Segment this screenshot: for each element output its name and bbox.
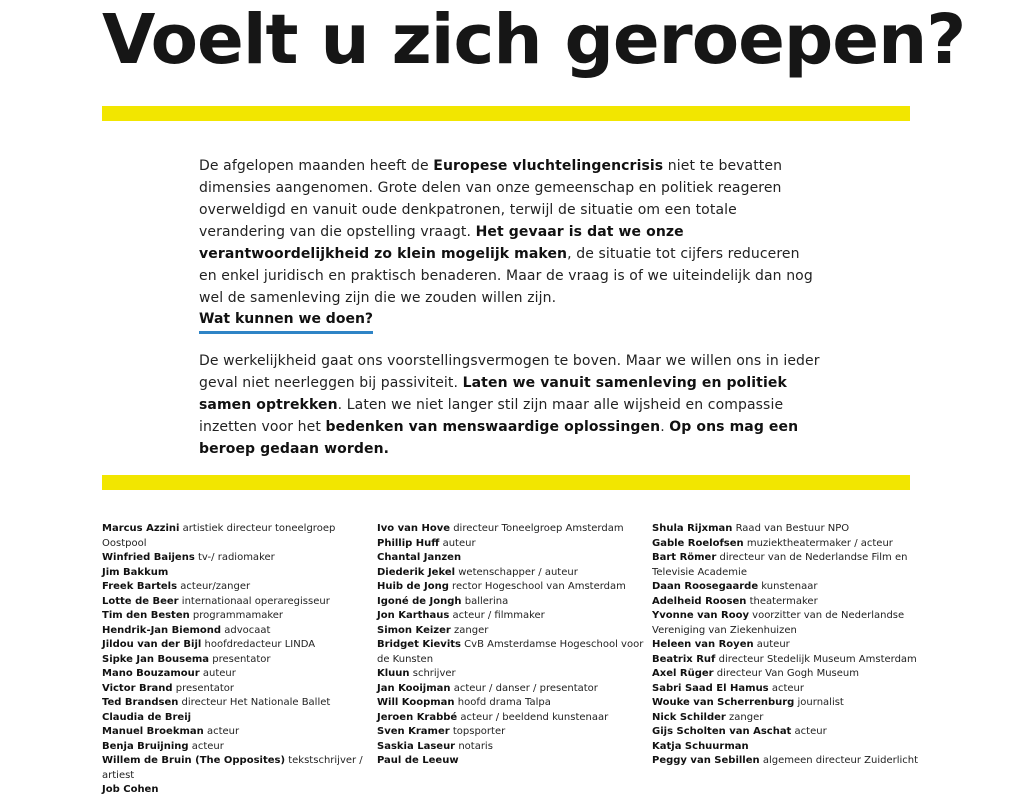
signatory-role: journalist	[797, 697, 844, 708]
signatory-role: tekstschrijver / artiest	[102, 755, 363, 781]
signatories-column-1	[102, 522, 372, 798]
signatory-role: advocaat	[224, 624, 271, 636]
body-text: De werkelijkheid gaat ons voorstellingsvermogen te boven. Maar we willen ons in ieder geval niet neerleggen bij passiviteit.	[199, 353, 820, 391]
signatory	[102, 682, 372, 697]
signatory-role: auteur	[756, 639, 790, 650]
signatory-name: Ted Brandsen	[102, 697, 179, 708]
signatory	[377, 696, 645, 711]
signatory-name: Willem de Bruin (The Opposites)	[102, 755, 286, 766]
signatory	[377, 595, 645, 610]
signatory-role: directeur Stedelijk Museum Amsterdam	[718, 653, 917, 665]
signatory-name: Mano Bouzamour	[102, 668, 200, 679]
signatory-name: Heleen van Royen	[652, 639, 754, 650]
signatory	[102, 624, 372, 639]
signatory-role: muziektheatermaker / acteur	[746, 537, 893, 549]
body-emphasis: Laten we vanuit samenleving en politiek samen optrekken	[199, 375, 787, 413]
intro-emphasis: Europese vluchtelingencrisis	[433, 158, 664, 174]
signatory	[377, 551, 645, 566]
signatory	[102, 667, 372, 682]
signatory	[652, 711, 922, 726]
signatory	[102, 609, 372, 624]
signatory-name: Diederik Jekel	[377, 566, 456, 578]
signatory	[102, 522, 372, 551]
yellow-divider-top	[102, 106, 910, 121]
signatory-role: acteur / danser / presentator	[453, 682, 598, 694]
signatory-name: Job Cohen	[102, 784, 159, 795]
signatory-role: zanger	[729, 711, 764, 723]
signatory-name: Phillip Huff	[377, 537, 440, 549]
signatory-role: hoofd drama Talpa	[457, 697, 551, 708]
signatory-name: Tim den Besten	[102, 610, 190, 621]
signatory-name: Sabri Saad El Hamus	[652, 682, 769, 694]
signatory-name: Shula Rijxman	[652, 523, 733, 534]
body-emphasis: bedenken van menswaardige oplossingen	[325, 419, 661, 435]
signatory-role: presentator	[212, 653, 271, 665]
signatory	[652, 580, 922, 595]
signatory-role: theatermaker	[749, 595, 818, 607]
signatory	[377, 711, 645, 726]
signatory-role: artistiek directeur toneelgroep Oostpool	[102, 523, 336, 549]
signatory-role: acteur / beeldend kunstenaar	[460, 711, 609, 723]
signatory-role: directeur Toneelgroep Amsterdam	[453, 523, 624, 534]
signatory-role: rector Hogeschool van Amsterdam	[452, 581, 626, 592]
signatory-name: Freek Bartels	[102, 581, 178, 592]
signatory-role: acteur	[771, 682, 804, 694]
signatory	[652, 667, 922, 682]
signatory-role: internationaal operaregisseur	[181, 595, 330, 607]
signatory-name: Paul de Leeuw	[377, 755, 459, 766]
signatory-role: acteur	[794, 726, 827, 737]
section-heading: Wat kunnen we doen?	[199, 309, 373, 334]
signatory-name: Saskia Laseur	[377, 740, 456, 752]
signatory-name: Wouke van Scherrenburg	[652, 697, 795, 708]
signatory-name: Axel Rüger	[652, 668, 714, 679]
intro-text: niet te bevatten dimensies aangenomen. Grote delen van onze gemeenschap en politiek reageren overweldigd en vanuit oude denkpatronen, terwijl de situatie om een totale verandering van die opstelling vraagt.	[199, 158, 783, 240]
signatory-name: Huib de Jong	[377, 581, 449, 592]
signatory	[377, 537, 645, 552]
signatory	[652, 522, 922, 537]
signatory-name: Yvonne van Rooy	[652, 610, 749, 621]
signatory	[377, 682, 645, 697]
signatory	[652, 595, 922, 610]
signatory-role: directeur Van Gogh Museum	[716, 668, 859, 679]
intro-text: De afgelopen maanden heeft de	[199, 158, 434, 174]
signatory	[102, 551, 372, 566]
signatory-name: Gable Roelofsen	[652, 537, 744, 549]
signatory-role: ballerina	[464, 595, 509, 607]
signatory	[652, 754, 922, 769]
signatory-role: acteur / filmmaker	[452, 610, 545, 621]
signatory-name: Gijs Scholten van Aschat	[652, 726, 792, 737]
signatory	[102, 740, 372, 755]
signatory	[377, 624, 645, 639]
signatory	[102, 653, 372, 668]
signatory-name: Marcus Azzini	[102, 523, 180, 534]
signatory-name: Jan Kooijman	[377, 682, 451, 694]
signatory-name: Simon Keizer	[377, 624, 451, 636]
signatory-name: Jim Bakkum	[102, 566, 169, 578]
signatory-role: auteur	[202, 668, 236, 679]
signatory-name: Hendrik-Jan Biemond	[102, 624, 222, 636]
signatory	[652, 682, 922, 697]
signatory-name: Lotte de Beer	[102, 595, 179, 607]
signatory-role: kunstenaar	[761, 581, 818, 592]
signatory	[102, 696, 372, 711]
signatory	[652, 653, 922, 668]
signatory-role: algemeen directeur Zuiderlicht	[762, 755, 919, 766]
signatory-role: presentator	[175, 682, 235, 694]
body-text: . Laten we niet langer stil zijn maar alle wijsheid en compassie inzetten voor het	[199, 397, 784, 435]
signatories-column-2	[377, 522, 645, 769]
signatory	[102, 580, 372, 595]
signatory	[377, 566, 645, 581]
signatory-name: Daan Roosegaarde	[652, 581, 759, 592]
body-text: .	[660, 419, 670, 435]
signatory	[102, 711, 372, 726]
signatory	[377, 740, 645, 755]
signatory-name: Beatrix Ruf	[652, 653, 716, 665]
signatory-name: Sven Kramer	[377, 726, 450, 737]
signatory-role: programmamaker	[192, 610, 284, 621]
signatory-name: Will Koopman	[377, 697, 455, 708]
signatory	[377, 522, 645, 537]
signatory-role: tv-/ radiomaker	[197, 552, 275, 563]
signatory	[102, 595, 372, 610]
signatory-name: Benja Bruijning	[102, 740, 189, 752]
signatory-name: Katja Schuurman	[652, 740, 749, 752]
signatory-name: Bart Römer	[652, 552, 717, 563]
signatory-role: notaris	[458, 740, 493, 752]
signatory	[652, 725, 922, 740]
signatory-role: zanger	[454, 624, 489, 636]
signatory	[102, 566, 372, 581]
signatory-role: CvB Amsterdamse Hogeschool voor de Kunsten	[377, 639, 644, 665]
signatory-name: Chantal Janzen	[377, 552, 462, 563]
signatory-name: Kluun	[377, 668, 410, 679]
signatories-column-3	[652, 522, 922, 769]
signatory-role: schrijver	[412, 668, 456, 679]
signatory-name: Ivo van Hove	[377, 523, 450, 534]
signatory-name: Bridget Kievits	[377, 639, 461, 650]
signatory	[652, 740, 922, 755]
signatory-role: directeur Het Nationale Ballet	[181, 697, 331, 708]
signatory-role: acteur/zanger	[180, 581, 251, 592]
signatory	[652, 638, 922, 653]
intro-text: , de situatie tot cijfers reduceren en enkel juridisch en praktisch benaderen. Maar de vraag is of we uiteindelijk dan nog wel de samenleving zijn die we zouden willen zijn.	[199, 246, 813, 306]
signatory	[652, 537, 922, 552]
body-emphasis: Op ons mag een beroep gedaan worden.	[199, 419, 799, 457]
signatory-name: Igoné de Jongh	[377, 595, 462, 607]
signatory	[377, 580, 645, 595]
signatory-role: Raad van Bestuur NPO	[735, 523, 850, 534]
signatory-name: Adelheid Roosen	[652, 595, 747, 607]
signatory-role: acteur	[191, 740, 224, 752]
signatory-role: hoofdredacteur LINDA	[204, 639, 316, 650]
body-paragraph	[199, 350, 824, 460]
intro-paragraph	[199, 155, 819, 309]
signatory-name: Victor Brand	[102, 682, 173, 694]
signatory-name: Nick Schilder	[652, 711, 726, 723]
signatory-role: acteur	[206, 726, 240, 737]
signatory	[377, 754, 645, 769]
signatory-name: Sipke Jan Bousema	[102, 653, 210, 665]
signatory-role: voorzitter van de Nederlandse Vereniging van Ziekenhuizen	[652, 610, 905, 636]
yellow-divider-bottom	[102, 475, 910, 490]
signatory	[652, 551, 922, 580]
signatory	[102, 638, 372, 653]
intro-emphasis: Het gevaar is dat we onze verantwoordelijkheid zo klein mogelijk maken	[199, 224, 684, 262]
signatory-role: topsporter	[452, 726, 506, 737]
signatory-role: wetenschapper / auteur	[458, 566, 578, 578]
signatory-name: Jon Karthaus	[377, 610, 450, 621]
page-title: Voelt u zich geroepen?	[102, 0, 966, 80]
signatory-name: Jildou van der Bijl	[102, 639, 202, 650]
signatory	[652, 609, 922, 638]
signatory	[652, 696, 922, 711]
signatory	[377, 638, 645, 667]
signatory	[377, 667, 645, 682]
signatory	[102, 754, 372, 783]
signatory-name: Jeroen Krabbé	[377, 711, 458, 723]
signatory-name: Peggy van Sebillen	[652, 755, 760, 766]
signatory-name: Winfried Baijens	[102, 552, 195, 563]
signatory	[102, 725, 372, 740]
signatory	[102, 783, 372, 798]
signatory-name: Claudia de Breij	[102, 711, 192, 723]
signatory	[377, 609, 645, 624]
signatory-role: directeur van de Nederlandse Film en Televisie Academie	[652, 552, 908, 578]
signatory-role: auteur	[442, 537, 476, 549]
signatory-name: Manuel Broekman	[102, 726, 204, 737]
signatory	[377, 725, 645, 740]
